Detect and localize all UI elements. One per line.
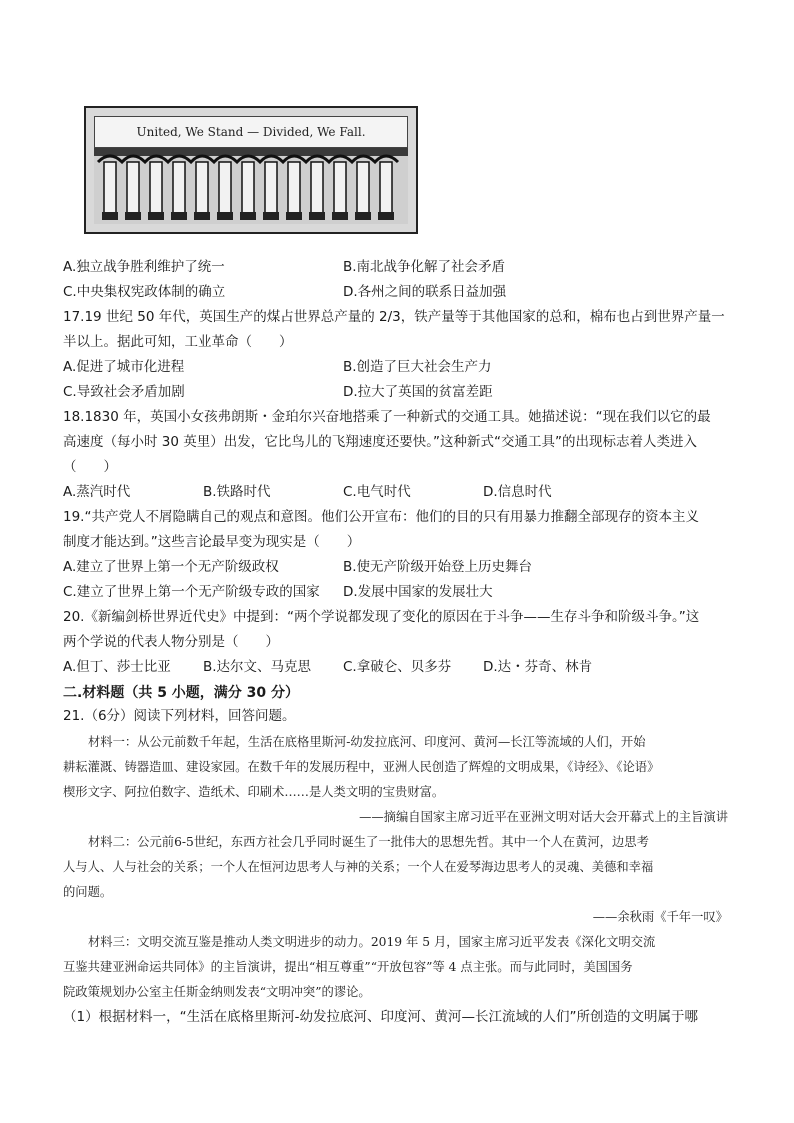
q16-option-a: A.独立战争胜利维护了统一 — [63, 259, 225, 275]
q18-stem-line1: 18.1830 年，英国小女孩弗朗斯・金珀尔兴奋地搭乘了一种新式的交通工具。她描述说：“现在我们以它的最 — [63, 409, 711, 425]
material3-line3: 院政策规划办公室主任斯金纳则发表“文明冲突”的谬论。 — [63, 985, 371, 999]
material1-source: ——摘编自国家主席习近平在亚洲文明对话大会开幕式上的主旨演讲 — [359, 810, 728, 824]
q19-option-b: B.使无产阶级开始登上历史舞台 — [343, 559, 533, 575]
q19-option-c: C.建立了世界上第一个无产阶级专政的国家 — [63, 584, 320, 600]
material2-source: ——余秋雨《千年一叹》 — [592, 910, 728, 924]
q18-stem-line2: 高速度（每小时 30 英里）出发，它比鸟儿的飞翔速度还要快。”这种新式“交通工具”的出现标志着人类进入 — [63, 434, 697, 450]
q18-option-b: B.铁路时代 — [203, 484, 271, 500]
section-title: 二.材料题（共 5 小题，满分 30 分） — [63, 685, 300, 701]
material1-line3: 楔形文字、阿拉伯数字、造纸术、印刷术……是人类文明的宝贵财富。 — [63, 785, 445, 799]
q20-option-d: D.达・芬奇、林肯 — [483, 659, 593, 675]
q20-option-c: C.拿破仑、贝多芬 — [343, 659, 452, 675]
q18-option-d: D.信息时代 — [483, 484, 552, 500]
q17-stem-line1: 17.19 世纪 50 年代，英国生产的煤占世界总产量的 2/3，铁产量等于其他国家的总和，棉布也占到世界产量一 — [63, 309, 725, 325]
q21-sub1: （1）根据材料一，“生活在底格里斯河-幼发拉底河、印度河、黄河—长江流域的人们”所创造的文明属于哪 — [63, 1009, 698, 1025]
q17-option-d: D.拉大了英国的贫富差距 — [343, 384, 493, 400]
q18-stem-line3: （ ） — [63, 459, 117, 475]
historical-cartoon-image — [84, 106, 418, 234]
material1-line1: 材料一：从公元前数千年起，生活在底格里斯河-幼发拉底河、印度河、黄河—长江等流域的人们，开始 — [88, 735, 646, 749]
q18-option-c: C.电气时代 — [343, 484, 411, 500]
pillars-illustration — [94, 148, 408, 224]
q21-intro: 21.（6分）阅读下列材料，回答问题。 — [63, 708, 296, 724]
q16-option-b: B.南北战争化解了社会矛盾 — [343, 259, 506, 275]
q17-option-a: A.促进了城市化进程 — [63, 359, 185, 375]
cartoon-caption: United, We Stand — Divided, We Fall. — [94, 116, 408, 148]
material2-line1: 材料二：公元前6-5世纪，东西方社会几乎同时诞生了一批伟大的思想先哲。其中一个人在黄河，边思考 — [88, 835, 649, 849]
q19-stem-line2: 制度才能达到。”这些言论最早变为现实是（ ） — [63, 534, 361, 550]
q17-option-c: C.导致社会矛盾加剧 — [63, 384, 185, 400]
q19-stem-line1: 19.“共产党人不屑隐瞒自己的观点和意图。他们公开宣布：他们的目的只有用暴力推翻全部现存的资本主义 — [63, 509, 699, 525]
q17-option-b: B.创造了巨大社会生产力 — [343, 359, 492, 375]
q17-stem-line2: 半以上。据此可知，工业革命（ ） — [63, 334, 293, 350]
q19-option-d: D.发展中国家的发展壮大 — [343, 584, 493, 600]
material3-line1: 材料三：文明交流互鉴是推动人类文明进步的动力。2019 年 5 月，国家主席习近平发表《深化文明交流 — [88, 935, 656, 949]
q20-stem-line1: 20.《新编剑桥世界近代史》中提到：“两个学说都发现了变化的原因在于斗争——生存斗争和阶级斗争。”这 — [63, 609, 700, 625]
q16-option-c: C.中央集权宪政体制的确立 — [63, 284, 226, 300]
q20-option-b: B.达尔文、马克思 — [203, 659, 312, 675]
q16-option-d: D.各州之间的联系日益加强 — [343, 284, 507, 300]
q20-stem-line2: 两个学说的代表人物分别是（ ） — [63, 634, 279, 650]
q20-option-a: A.但丁、莎士比亚 — [63, 659, 171, 675]
q18-option-a: A.蒸汽时代 — [63, 484, 131, 500]
material2-line2: 人与人、人与社会的关系；一个人在恒河边思考人与神的关系；一个人在爱琴海边思考人的灵魂、美德和幸福 — [63, 860, 654, 874]
material1-line2: 耕耘灌溉、铸器造皿、建设家园。在数千年的发展历程中，亚洲人民创造了辉煌的文明成果，《诗经》、《论语》 — [63, 760, 660, 774]
material3-line2: 互鉴共建亚洲命运共同体》的主旨演讲，提出“相互尊重”“开放包容”等 4 点主张。而与此同时，美国国务 — [63, 960, 633, 974]
q19-option-a: A.建立了世界上第一个无产阶级政权 — [63, 559, 279, 575]
material2-line3: 的问题。 — [63, 885, 113, 899]
